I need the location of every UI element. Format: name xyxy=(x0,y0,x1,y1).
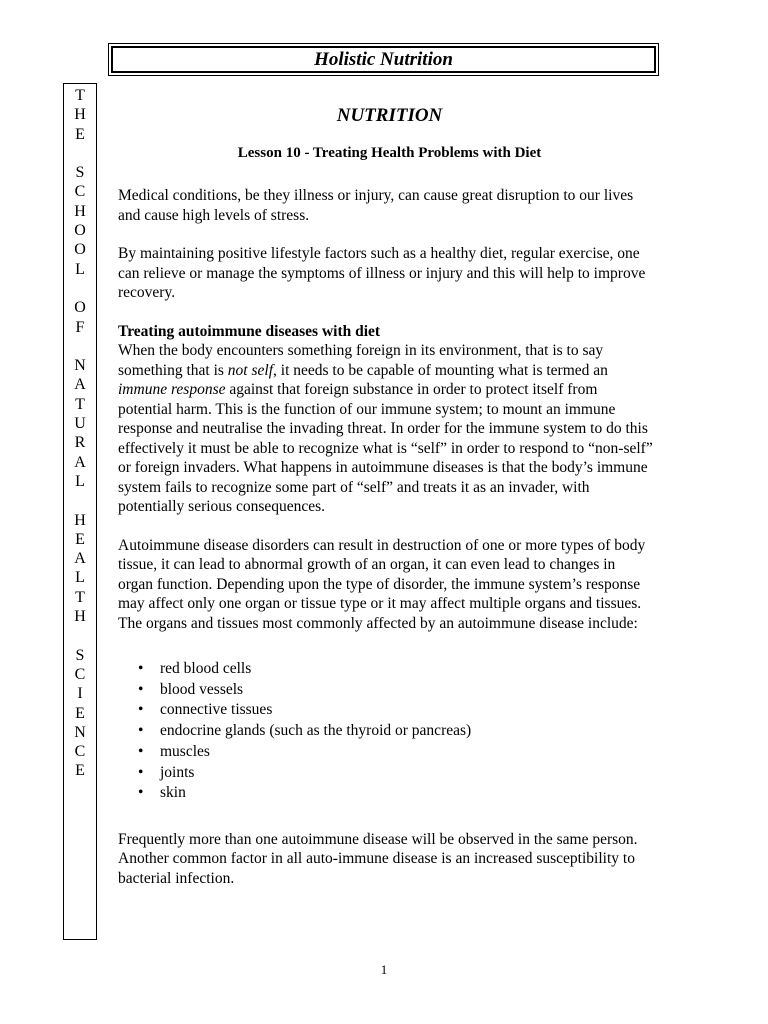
list-item xyxy=(118,721,653,742)
sidebar-letter: L xyxy=(75,569,85,587)
sidebar-letter: S xyxy=(75,164,85,182)
sidebar-letter xyxy=(64,337,96,356)
sidebar-letter: F xyxy=(75,318,85,336)
sidebar-letter: R xyxy=(74,434,86,452)
affected-tissues-list xyxy=(118,659,653,804)
sidebar-letter: L xyxy=(75,472,85,490)
immune-text-part3: against that foreign substance in order to protect itself from potential harm. This is the function of our immune system; to mount an immune response and neutralise the invading threat. In order for the immune system to do this effectively it must be able to recognize what is “self” in order to respond to “non-self” or foreign invaders. What happens in autoimmune diseases is that the body’s immune system fails to recognize some part of “self” and treats it as an invader, with potentially serious consequences. xyxy=(118,381,653,515)
sidebar-letter: U xyxy=(74,415,86,433)
sidebar-letter: E xyxy=(75,762,85,780)
lesson-subtitle: Lesson 10 - Treating Health Problems with Diet xyxy=(237,145,542,161)
lifestyle-paragraph: By maintaining positive lifestyle factors such as a healthy diet, regular exercise, one can relieve or manage the symptoms of illness or injury and this will help to improve recovery. xyxy=(118,245,646,301)
sidebar-letter: S xyxy=(75,646,85,664)
sidebar-letter xyxy=(64,626,96,645)
sidebar-letter: E xyxy=(75,125,85,143)
sidebar-letter: H xyxy=(74,106,86,124)
not-self-emphasis: not self xyxy=(227,361,274,379)
sidebar-letter: C xyxy=(74,665,86,683)
bullet-icon: • xyxy=(138,660,144,677)
bullet-icon: • xyxy=(138,680,144,698)
sidebar-letter: C xyxy=(74,183,86,201)
list-item-text: joints xyxy=(160,763,195,781)
sidebar-letter: H xyxy=(74,608,86,626)
list-item-text: muscles xyxy=(160,742,210,760)
sidebar-letter: O xyxy=(74,222,86,240)
disorders-paragraph: Autoimmune disease disorders can result in destruction of one or more types of body tissue, it can lead to abnormal growth of an organ, it can even lead to changes in organ function. Depending upon the type of disorder, the immune system’s response may affect only one organ or tissue type or it may affect multiple organs and tissues. The organs and tissues most commonly affected by an autoimmune disease include: xyxy=(118,536,646,632)
sidebar-letter xyxy=(64,144,96,163)
sidebar-letter xyxy=(64,491,96,510)
immune-response-emphasis: immune response xyxy=(118,381,226,398)
list-item xyxy=(118,783,653,804)
sidebar-letter: E xyxy=(75,704,85,722)
sidebar-letter: A xyxy=(74,376,86,394)
list-item-text: red blood cells xyxy=(160,660,252,677)
sidebar-letter: O xyxy=(74,299,86,317)
header-title: Holistic Nutrition xyxy=(111,46,656,73)
bullet-icon: • xyxy=(138,784,144,802)
sidebar-letter: N xyxy=(74,357,86,375)
sidebar-letter: C xyxy=(74,743,86,761)
bullet-icon: • xyxy=(138,701,144,719)
header-box xyxy=(108,43,659,76)
sidebar-letter: H xyxy=(74,202,86,220)
sidebar-letter: O xyxy=(74,241,86,259)
sidebar-letter: T xyxy=(75,395,85,413)
sidebar-letter: I xyxy=(77,685,83,703)
list-item xyxy=(118,742,653,763)
sidebar-letter: A xyxy=(74,453,86,471)
list-item-text: skin xyxy=(160,784,186,802)
immune-paragraph xyxy=(118,341,653,517)
closing-paragraph: Frequently more than one autoimmune disease will be observed in the same person. Another common factor in all auto-immune disease is an increased susceptibility to bacterial infection. xyxy=(118,830,638,887)
sidebar-letter: N xyxy=(74,723,86,741)
sidebar-letter xyxy=(64,279,96,298)
list-item xyxy=(118,680,653,701)
bullet-icon: • xyxy=(138,722,144,740)
sidebar-letter: T xyxy=(75,87,85,104)
list-item-text: blood vessels xyxy=(160,680,244,698)
school-name-sidebar xyxy=(63,83,97,940)
list-item xyxy=(118,763,653,784)
page-number: 1 xyxy=(380,962,388,977)
intro-paragraph: Medical conditions, be they illness or injury, can cause great disruption to our lives and cause high levels of stress. xyxy=(118,187,634,224)
list-item xyxy=(118,659,653,680)
bullet-icon: • xyxy=(138,742,144,760)
section-heading: Treating autoimmune diseases with diet xyxy=(118,322,381,340)
list-item-text: connective tissues xyxy=(160,701,273,719)
lesson-content xyxy=(118,100,653,888)
sidebar-letter: L xyxy=(75,260,85,278)
immune-text-part2: , it needs to be capable of mounting what is termed an xyxy=(273,361,608,379)
sidebar-letter: E xyxy=(75,530,85,548)
sidebar-letter: T xyxy=(75,588,85,606)
immune-text-part1: When the body encounters something foreign in its environment, that is to say something that is xyxy=(118,342,604,379)
list-item xyxy=(118,700,653,721)
sidebar-letter: A xyxy=(74,550,86,568)
page-title: NUTRITION xyxy=(336,105,443,126)
sidebar-letter: H xyxy=(74,511,86,529)
list-item-text: endocrine glands (such as the thyroid or pancreas) xyxy=(160,722,472,740)
bullet-icon: • xyxy=(138,763,144,781)
